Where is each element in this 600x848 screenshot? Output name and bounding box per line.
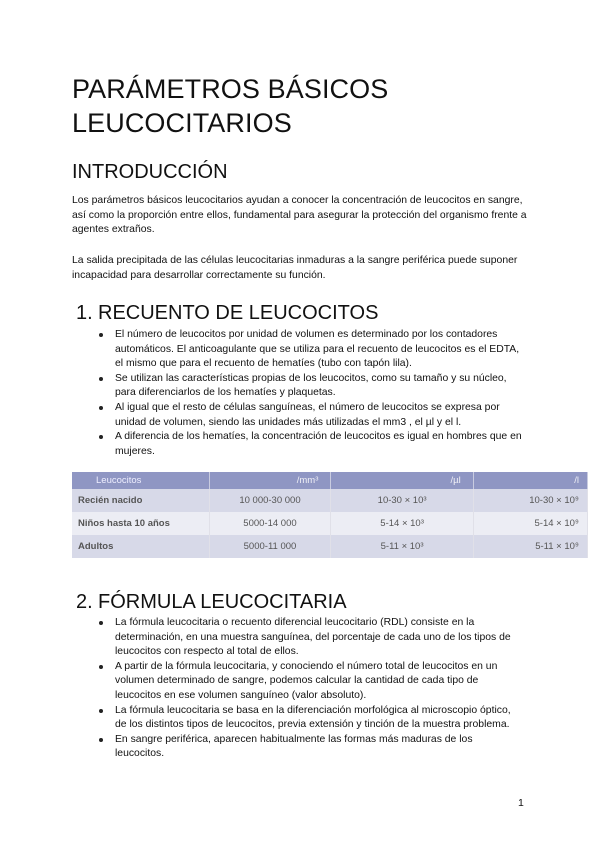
section-1-bullet: El número de leucocitos por unidad de volumen es determinado por los contadores automáticos. El anticoagulante que se utiliza para el recuento de leucocitos es el EDTA, el mismo que para el recuento de hematíes (tubo con tapón lila). [96,328,522,372]
table-cell: 5000-14 000 [209,512,331,535]
table-header-cell: /µl [331,472,473,489]
section-2-number: 2. [76,591,93,613]
table-cell: 10-30 × 10³ [331,489,473,512]
table-cell: 10 000-30 000 [209,489,331,512]
table-cell: Niños hasta 10 años [72,512,209,535]
table-row [72,489,588,512]
section-1-bullet: Al igual que el resto de células sanguíneas, el número de leucocitos se expresa por unidad de volumen, siendo las unidades más utilizadas el mm3 , el µl y el l. [96,401,522,430]
table-header-cell: /mm³ [209,472,331,489]
section-2-bullet-list [96,616,522,762]
table-cell: 5-14 × 10³ [331,512,473,535]
intro-heading: INTRODUCCIÓN [72,161,228,183]
table-header-row [72,472,588,489]
page-title: PARÁMETROS BÁSICOS LEUCOCITARIOS [72,74,389,138]
leukocyte-reference-table [72,472,588,558]
section-1-title: RECUENTO DE LEUCOCITOS [98,302,379,324]
section-2-heading [76,591,347,614]
section-2-bullet: La fórmula leucocitaria se basa en la diferenciación morfológica al microscopio óptico, de los distintos tipos de leucocitos, previa extensión y tinción de la muestra problema. [96,704,522,733]
section-2-bullet: En sangre periférica, aparecen habitualmente las formas más maduras de los leucocitos. [96,733,522,762]
table-cell: Adultos [72,535,209,558]
table-header-cell: /l [473,472,587,489]
table-cell: 5-11 × 10⁹ [473,535,587,558]
section-2-bullet: A partir de la fórmula leucocitaria, y conociendo el número total de leucocitos en un volumen determinado de sangre, podemos calcular la cantidad de cada tipo de leucocitos en ese volumen sanguíneo (valor absoluto). [96,660,522,704]
table-cell: 5-11 × 10³ [331,535,473,558]
table-cell: Recién nacido [72,489,209,512]
section-2-title: FÓRMULA LEUCOCITARIA [98,591,347,613]
section-1-bullet: A diferencia de los hematíes, la concentración de leucocitos es igual en hombres que en mujeres. [96,430,522,459]
section-1-number: 1. [76,302,93,324]
section-1-heading [76,302,378,325]
section-1-bullet: Se utilizan las características propias de los leucocitos, como su tamaño y su núcleo, para diferenciarlos de los hematíes y plaquetas. [96,372,522,401]
section-2-bullet: La fórmula leucocitaria o recuento diferencial leucocitario (RDL) consiste en la determinación, en una muestra sanguínea, del porcentaje de cada uno de los tipos de leucocitos con respecto al total de ellos. [96,616,522,660]
table-row [72,535,588,558]
intro-paragraph-1: Los parámetros básicos leucocitarios ayudan a conocer la concentración de leucocitos en sangre, así como la proporción entre ellos, fundamental para asegurar la protección del organismo frente a agentes extraños. [72,195,527,236]
table-cell: 5-14 × 10⁹ [473,512,587,535]
table-cell: 10-30 × 10⁹ [473,489,587,512]
page-number: 1 [518,797,524,809]
section-1-bullet-list [96,328,522,459]
intro-paragraph-2: La salida precipitada de las células leucocitarias inmaduras a la sangre periférica puede suponer incapacidad para desarrollar correctamente su función. [72,255,518,281]
table-cell: 5000-11 000 [209,535,331,558]
table-row [72,512,588,535]
table-header-cell: Leucocitos [72,472,209,489]
